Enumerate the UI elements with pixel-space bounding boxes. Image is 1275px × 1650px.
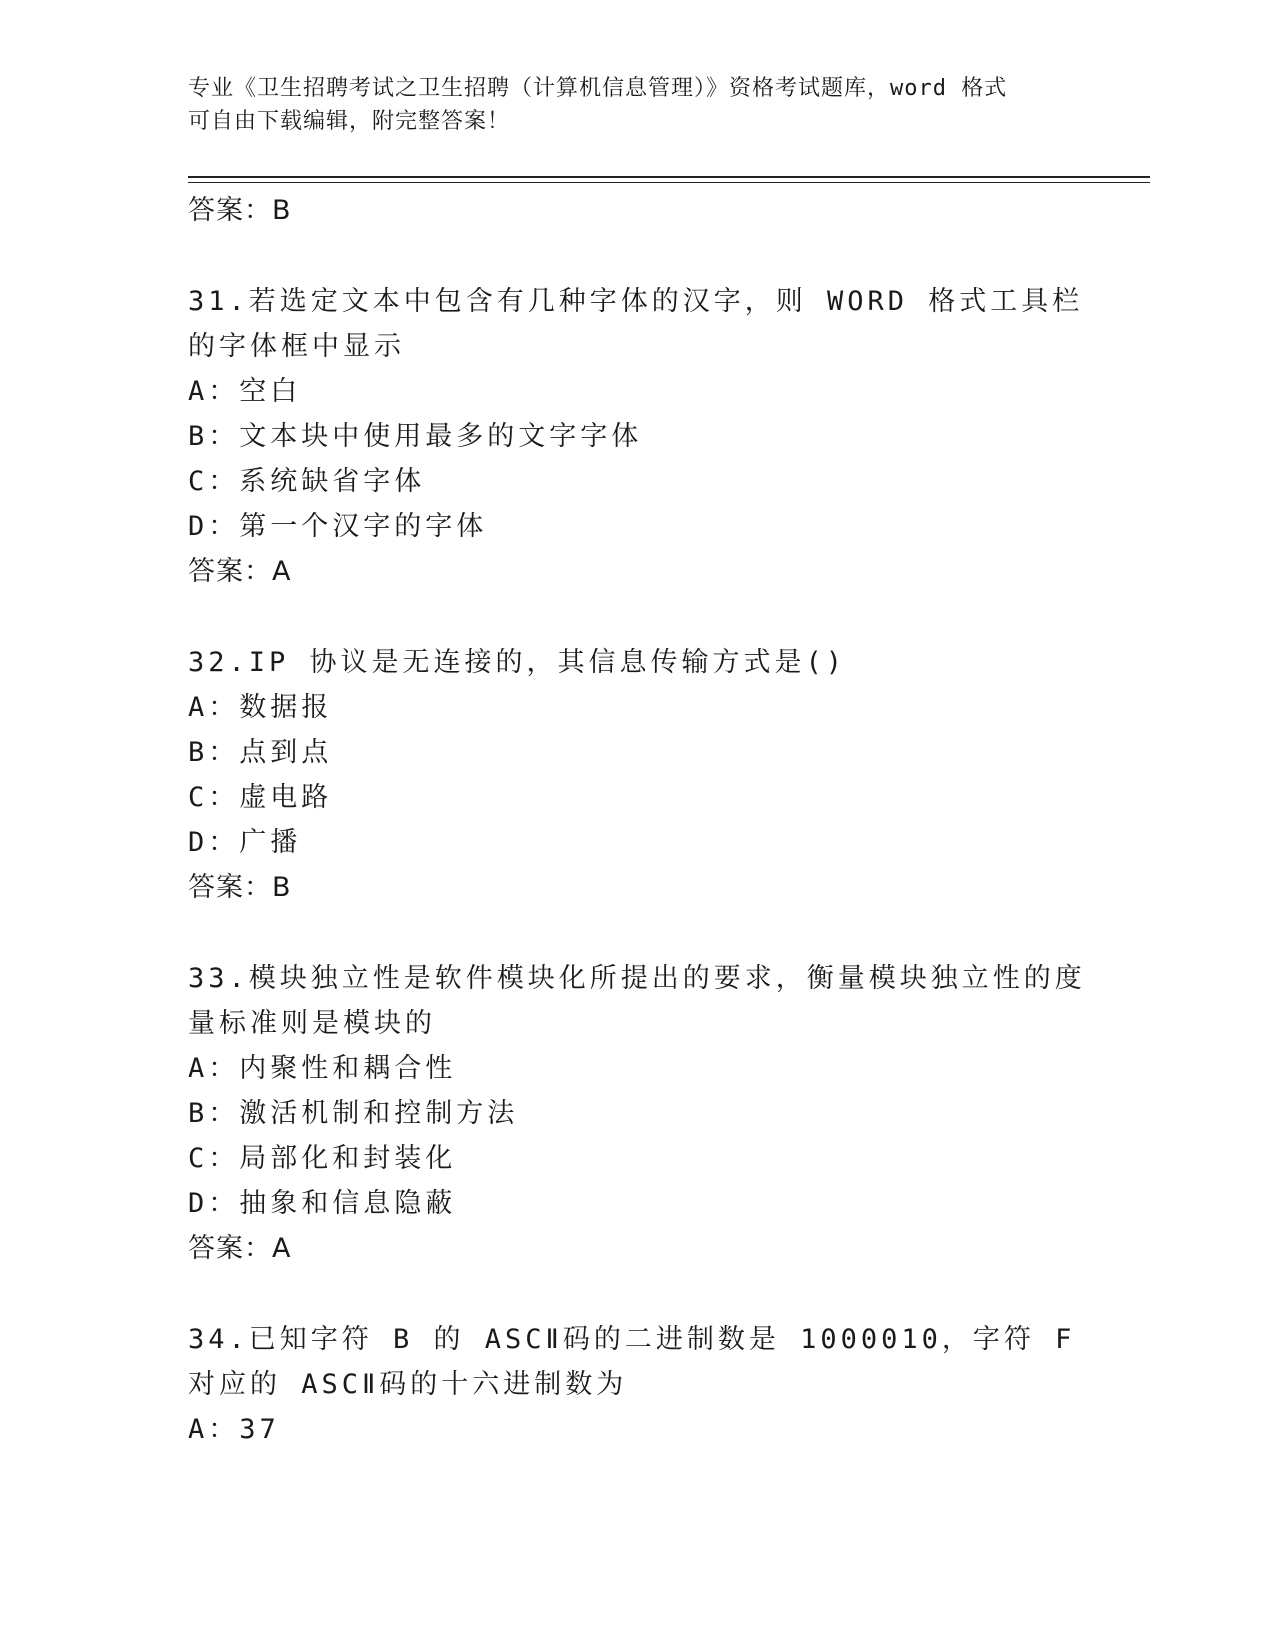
option-d: D：广播 — [188, 827, 302, 858]
answer: 答案：B — [188, 872, 292, 903]
answer: 答案：A — [188, 1233, 292, 1264]
document-header — [188, 72, 1088, 138]
option-c: C：局部化和封装化 — [188, 1143, 457, 1174]
header-rule-thin — [188, 182, 1150, 183]
header-rule — [188, 176, 1150, 178]
option-a: A：内聚性和耦合性 — [188, 1053, 457, 1084]
option-a: A：空白 — [188, 376, 302, 407]
previous-answer: 答案：B — [188, 195, 292, 226]
option-a: A：37 — [188, 1414, 280, 1445]
header-line-2: 可自由下载编辑，附完整答案！ — [188, 109, 511, 134]
option-c: C：系统缺省字体 — [188, 466, 426, 497]
question-stem: 32.IP 协议是无连接的，其信息传输方式是() — [188, 647, 847, 678]
question-block — [188, 279, 1108, 594]
question-block — [188, 956, 1108, 1271]
option-d: D：抽象和信息隐蔽 — [188, 1188, 457, 1219]
question-list — [188, 188, 1108, 1452]
question-stem: 34.已知字符 B 的 ASCⅡ码的二进制数是 1000010，字符 F 对应的 ASCⅡ码的十六进制数为 — [188, 1324, 1076, 1400]
answer: 答案：A — [188, 556, 292, 587]
header-line-1: 专业《卫生招聘考试之卫生招聘（计算机信息管理）》资格考试题库，word 格式 — [188, 76, 1008, 101]
question-stem: 33.模块独立性是软件模块化所提出的要求，衡量模块独立性的度量标准则是模块的 — [188, 963, 1086, 1039]
option-c: C：虚电路 — [188, 782, 333, 813]
question-block — [188, 640, 1108, 910]
option-b: B：激活机制和控制方法 — [188, 1098, 519, 1129]
question-block — [188, 1317, 1108, 1452]
option-b: B：文本块中使用最多的文字字体 — [188, 421, 643, 452]
option-d: D：第一个汉字的字体 — [188, 511, 488, 542]
option-b: B：点到点 — [188, 737, 333, 768]
question-stem: 31.若选定文本中包含有几种字体的汉字，则 WORD 格式工具栏的字体框中显示 — [188, 286, 1084, 362]
option-a: A：数据报 — [188, 692, 333, 723]
